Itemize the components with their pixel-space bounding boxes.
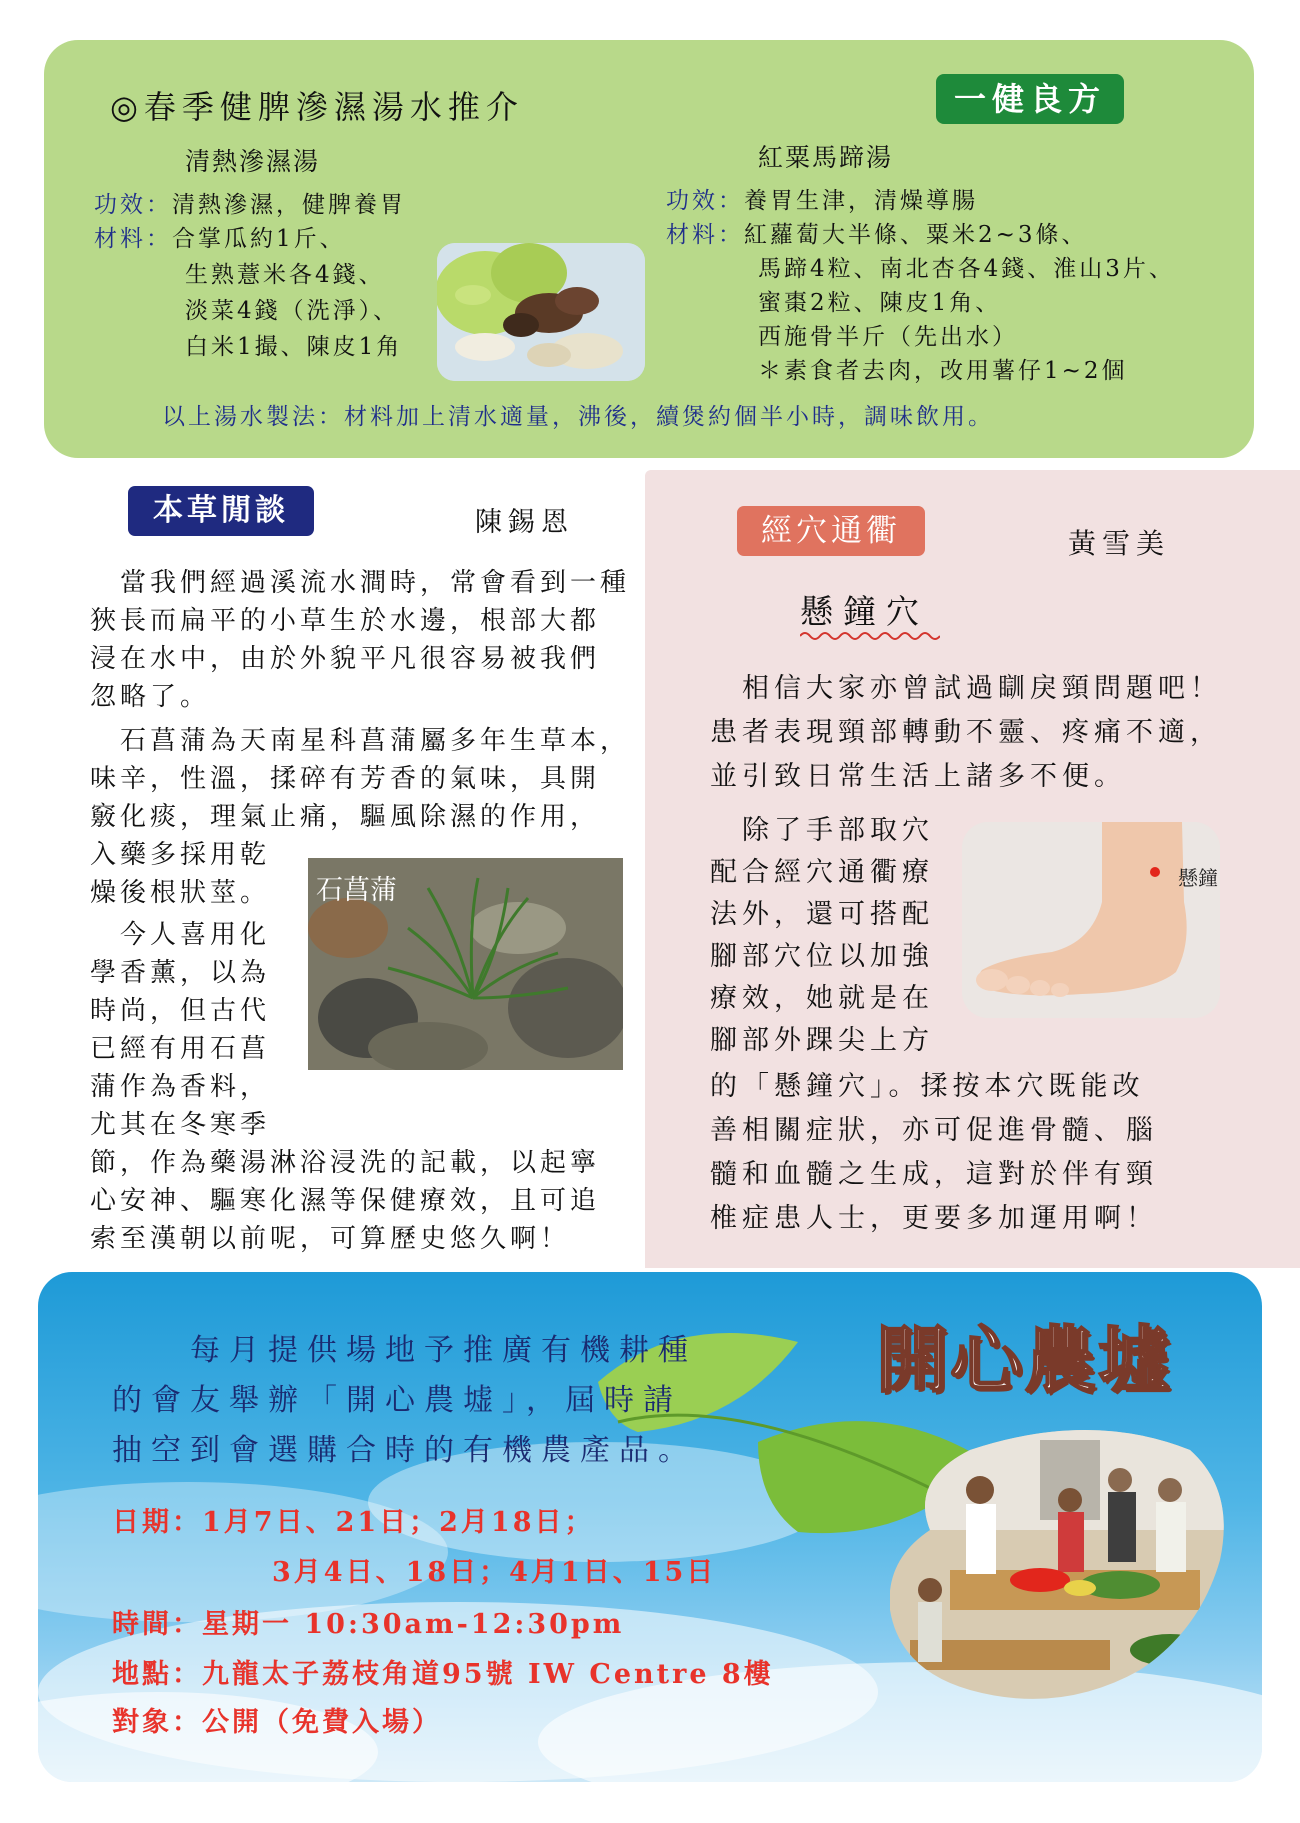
foot-photo <box>962 822 1220 1018</box>
acupoint-text-line: 椎症患人士，更要多加運用啊！ <box>710 1203 1158 1234</box>
herb-text-line: 時尚，但古代 <box>90 996 271 1026</box>
soup-left-ingredients-label: 材料：合掌瓜約1斤、 <box>94 226 346 252</box>
soup-right-note: ＊素食者去肉，改用薯仔1~2個 <box>758 358 1128 384</box>
farm-date: 日期：1月7日、21日；2月18日； <box>112 1507 595 1538</box>
acupoint-text-line: 腳部穴位以加強 <box>710 941 934 972</box>
herb-author: 陳錫恩 <box>475 507 574 538</box>
herb-text-line: 忽略了。 <box>90 682 211 712</box>
acupoint-text-line: 配合經穴通衢療 <box>710 857 934 888</box>
acupoint-column-badge: 經穴通衢 <box>737 506 925 556</box>
soup-right-ingredients-label: 材料：紅蘿蔔大半條、粟米2~3條、 <box>666 222 1088 248</box>
acupoint-text-line: 並引致日常生活上諸多不便。 <box>710 761 1126 792</box>
soup-right-ingredient: 蜜棗2粒、陳皮1角、 <box>758 290 1002 316</box>
herb-text-line: 學香薰，以為 <box>90 958 271 988</box>
herb-text-line: 心安神、驅寒化濕等保健療效，且可追 <box>90 1186 601 1216</box>
herb-text-line: 狹長而扁平的小草生於水邊，根部大都 <box>90 606 601 636</box>
acupoint-subtitle: 懸鐘穴 <box>800 592 929 631</box>
herb-text-line: 燥後根狀莖。 <box>90 878 271 908</box>
farm-intro-line: 的會友舉辦「開心農墟」，屆時請 <box>112 1383 682 1418</box>
foot-point-label: 懸鐘 <box>1178 866 1218 890</box>
acupoint-text-line: 相信大家亦曾試過瞓戾頸問題吧！ <box>710 673 1222 704</box>
farm-time: 時間：星期一 10:30am-12:30pm <box>112 1609 625 1640</box>
herb-text-line: 節，作為藥湯淋浴浸洗的記載，以起寧 <box>90 1148 601 1178</box>
herb-text-line: 尤其在冬寒季 <box>90 1110 271 1140</box>
soup-left-effect: 功效：清熱滲濕，健脾養胃 <box>94 192 406 218</box>
herb-text-line: 已經有用石菖 <box>90 1034 271 1064</box>
soup-left-ingredient: 淡菜4錢（洗淨）、 <box>185 298 400 324</box>
farmers-market-title: 開心農墟 <box>876 1318 1173 1402</box>
acupoint-text-line: 療效，她就是在 <box>710 983 934 1014</box>
soup-column-badge: 一健良方 <box>936 74 1124 124</box>
soup-right-name: 紅粟馬蹄湯 <box>758 143 894 172</box>
herb-text-line: 石菖蒲為天南星科菖蒲屬多年生草本， <box>90 726 631 756</box>
farm-intro-line: 每月提供場地予推廣有機耕種 <box>112 1333 697 1368</box>
herb-text-line: 當我們經過溪流水澗時，常會看到一種 <box>90 568 631 598</box>
soup-left-ingredient: 白米1撮、陳皮1角 <box>185 334 403 360</box>
acupoint-text-line: 法外，還可搭配 <box>710 899 934 930</box>
soup-left-name: 清熱滲濕湯 <box>185 147 321 176</box>
acupoint-text-line: 髓和血髓之生成，這對於伴有頸 <box>710 1159 1158 1190</box>
soup-right-ingredient: 馬蹄4粒、南北杏各4錢、淮山3片、 <box>758 256 1175 282</box>
acupoint-text-line: 除了手部取穴 <box>710 815 934 846</box>
acupoint-author: 黃雪美 <box>1068 527 1171 560</box>
herb-text-line: 入藥多採用乾 <box>90 840 271 870</box>
herb-text-line: 今人喜用化 <box>90 920 271 950</box>
acupoint-text-line: 腳部外踝尖上方 <box>710 1025 934 1056</box>
soup-right-ingredient: 西施骨半斤（先出水） <box>758 324 1018 350</box>
soup-ingredients-photo <box>437 243 645 381</box>
farm-date-continued: 3月4日、18日；4月1日、15日 <box>272 1557 717 1588</box>
farm-intro-line: 抽空到會選購合時的有機農產品。 <box>112 1433 697 1468</box>
subtitle-wavy-underline <box>800 630 940 642</box>
soup-right-effect: 功效：養胃生津，清燥導腸 <box>666 188 978 214</box>
farm-audience: 對象：公開（免費入場） <box>112 1707 442 1738</box>
acupoint-text-line: 的「懸鐘穴」。揉按本穴既能改 <box>710 1071 1145 1102</box>
farm-place: 地點：九龍太子荔枝角道95號 IW Centre 8樓 <box>112 1659 774 1690</box>
acupoint-text-line: 患者表現頸部轉動不靈、疼痛不適， <box>710 717 1222 748</box>
herb-text-line: 竅化痰，理氣止痛，驅風除濕的作用， <box>90 802 601 832</box>
herb-text-line: 蒲作為香料， <box>90 1072 271 1102</box>
acupoint-text-line: 善相關症狀，亦可促進骨髓、腦 <box>710 1115 1158 1146</box>
soup-method: 以上湯水製法：材料加上清水適量，沸後，續煲約個半小時，調味飲用。 <box>162 404 994 430</box>
herb-text-line: 索至漢朝以前呢，可算歷史悠久啊！ <box>90 1224 571 1254</box>
soup-left-ingredient: 生熟薏米各4錢、 <box>185 262 385 288</box>
farmers-market-photo <box>890 1420 1230 1710</box>
herb-photo-caption: 石菖蒲 <box>316 875 397 906</box>
herb-text-line: 味辛，性溫，揉碎有芳香的氣味，具開 <box>90 764 601 794</box>
herb-text-line: 浸在水中，由於外貌平凡很容易被我們 <box>90 644 601 674</box>
herb-column-badge: 本草閒談 <box>128 486 314 536</box>
soup-section-title: ◎春季健脾滲濕湯水推介 <box>110 88 524 126</box>
